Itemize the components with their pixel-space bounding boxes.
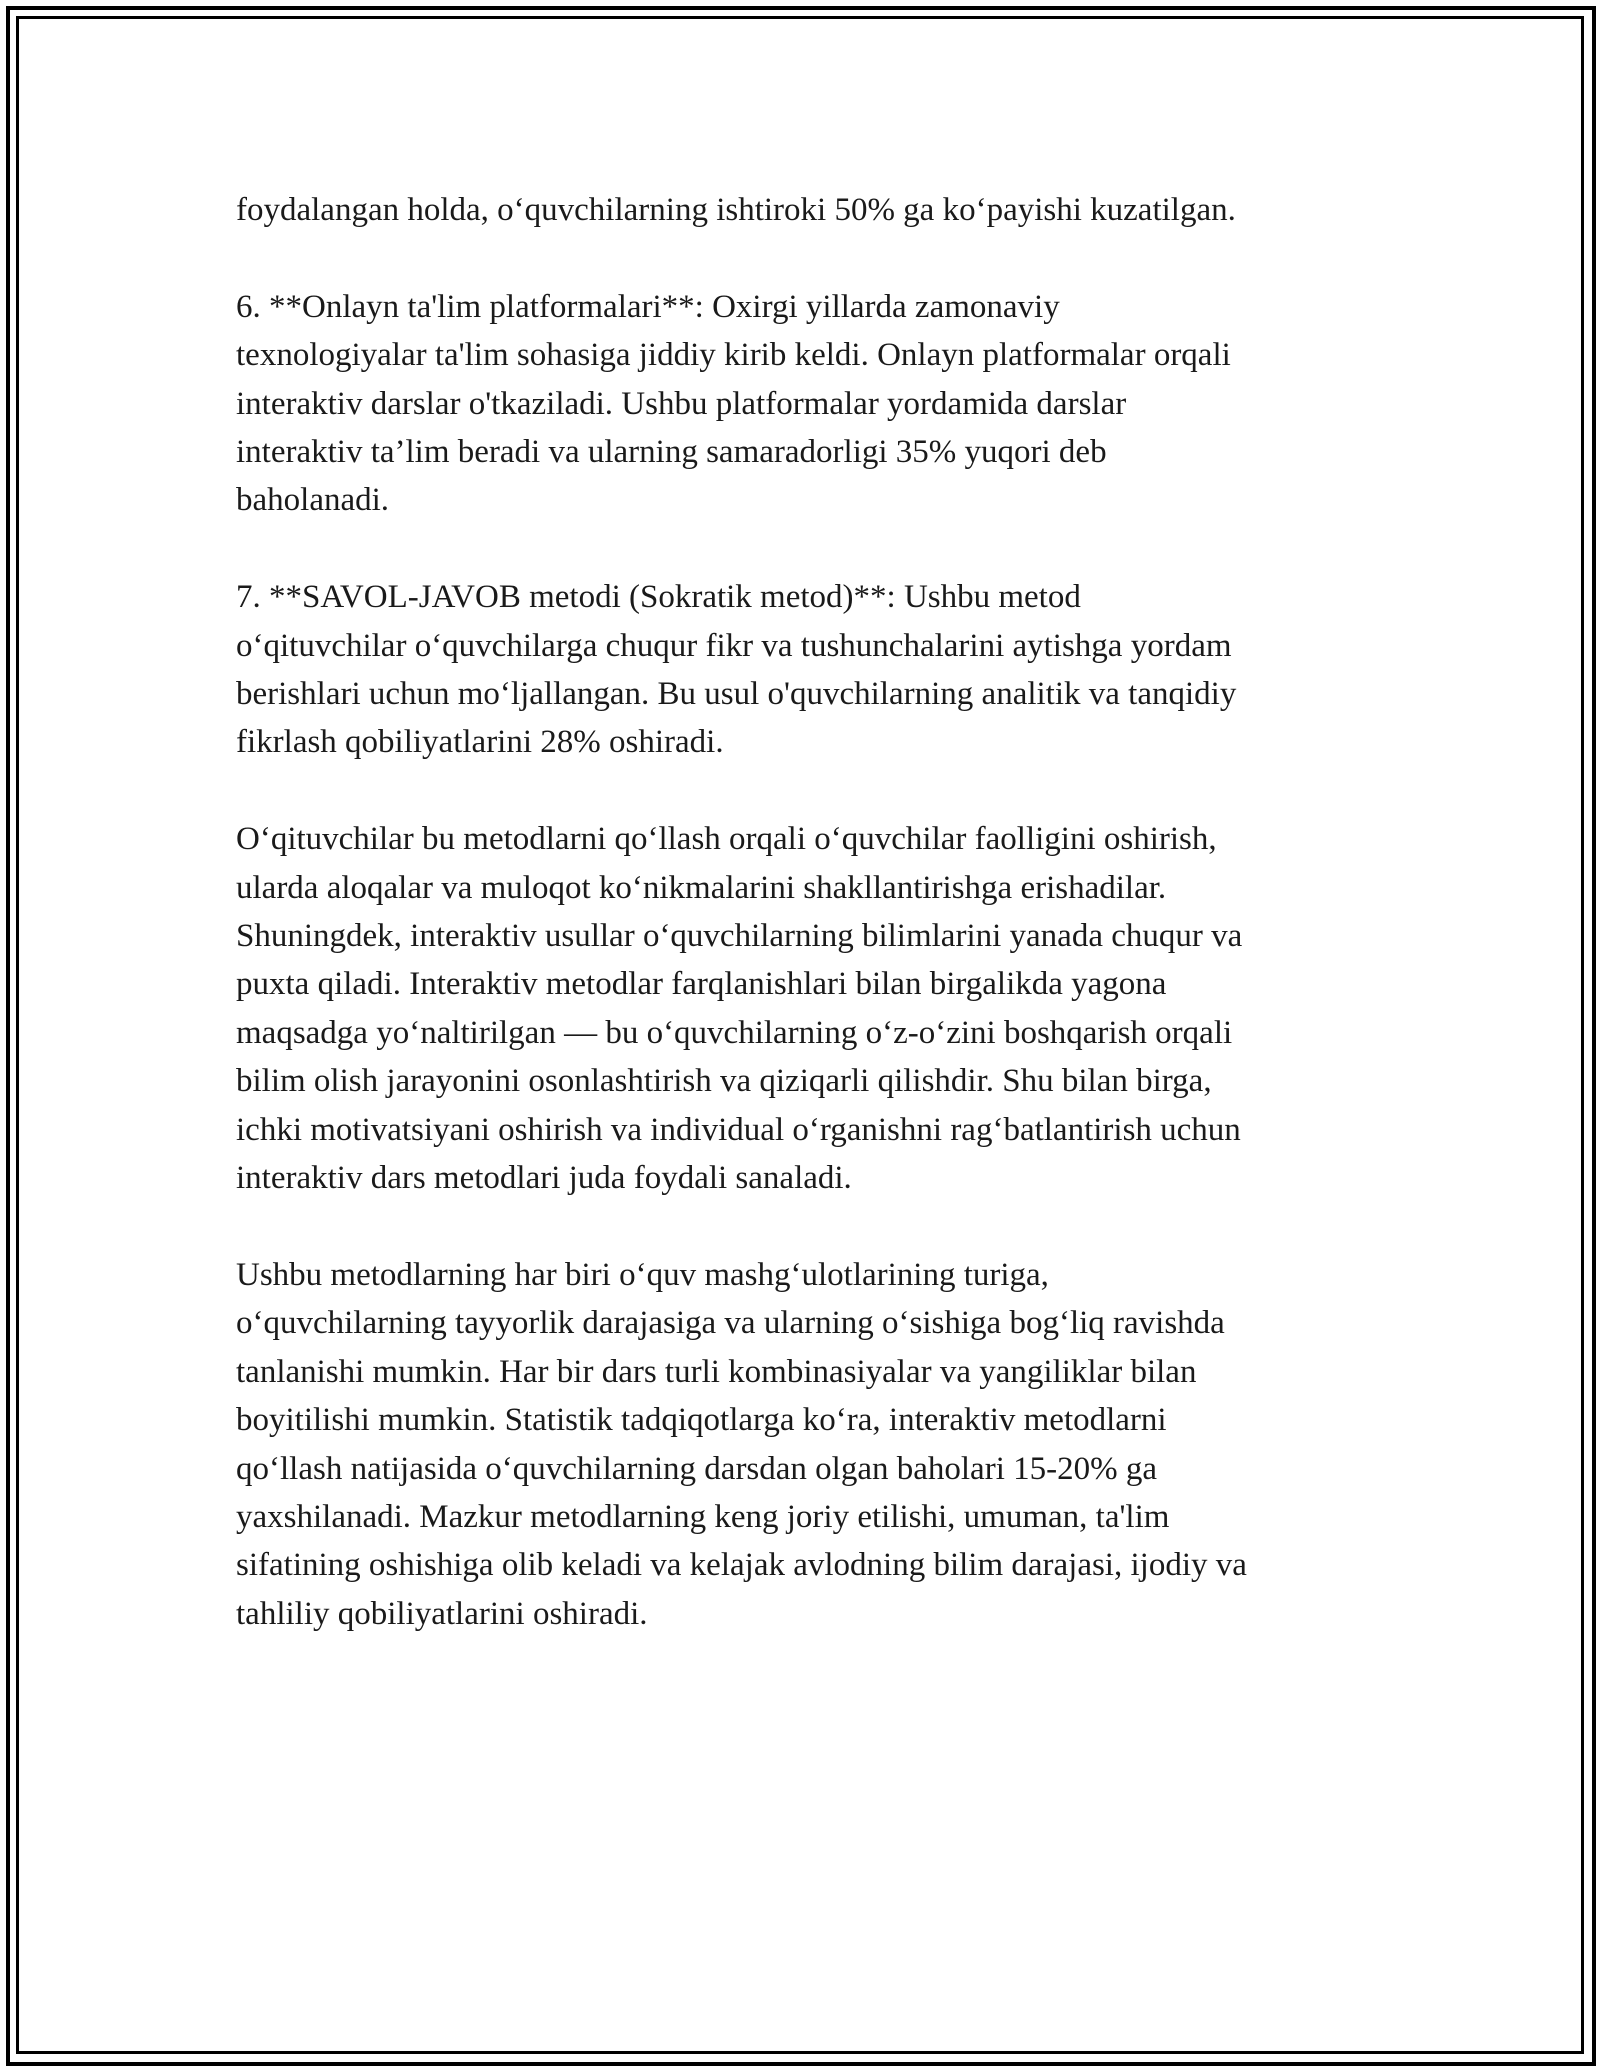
document-body [236,186,1366,1638]
paragraph-socratic-method: 7. **SAVOL-JAVOB metodi (Sokratik metod)**: Ushbu metod o‘qituvchilar o‘quvchilarga chuqur fikr va tushunchalarini aytishga yordam berishlari uchun mo‘ljallangan. Bu usul o'quvchilarning analitik va tanqidiy fikrlash qobiliyatlarini 28% oshiradi. [236,579,1237,761]
paragraph-teacher-methods: O‘qituvchilar bu metodlarni qo‘llash orqali o‘quvchilar faolligini oshirish, ularda aloqalar va muloqot ko‘nikmalarini shakllantirishga erishadilar. Shuningdek, interaktiv usullar o‘quvchilarning bilimlarini yanada chuqur va puxta qiladi. Interaktiv metodlar farqlanishlari bilan birgalikda yagona maqsadga yo‘naltirilgan — bu o‘quvchilarning o‘z-o‘zini boshqarish orqali bilim olish jarayonini osonlashtirish va qiziqarli qilishdir. Shu bilan birga, ichki motivatsiyani oshirish va individual o‘rganishni rag‘batlantirish uchun interaktiv dars metodlari juda foydali sanaladi. [236,821,1243,1197]
paragraph-online-platforms: 6. **Onlayn ta'lim platformalari**: Oxirgi yillarda zamonaviy texnologiyalar ta'lim sohasiga jiddiy kirib keldi. Onlayn platformalar orqali interaktiv darslar o'tkaziladi. Ushbu platformalar yordamida darslar interaktiv ta’lim beradi va ularning samaradorligi 35% yuqori deb baholanadi. [236,288,1231,519]
paragraph-conclusion: Ushbu metodlarning har biri o‘quv mashg‘ulotlarining turiga, o‘quvchilarning tayyorlik darajasiga va ularning o‘sishiga bog‘liq ravishda tanlanishi mumkin. Har bir dars turli kombinasiyalar va yangiliklar bilan boyitilishi mumkin. Statistik tadqiqotlarga ko‘ra, interaktiv metodlarni qo‘llash natijasida o‘quvchilarning darsdan olgan baholari 15-20% ga yaxshilanadi. Mazkur metodlarning keng joriy etilishi, umuman, ta'lim sifatining oshishiga olib keladi va kelajak avlodning bilim darajasi, ijodiy va tahliliy qobiliyatlarini oshiradi. [236,1256,1247,1632]
paragraph-continuation: foydalangan holda, o‘quvchilarning ishtiroki 50% ga ko‘payishi kuzatilgan. [236,192,1236,228]
